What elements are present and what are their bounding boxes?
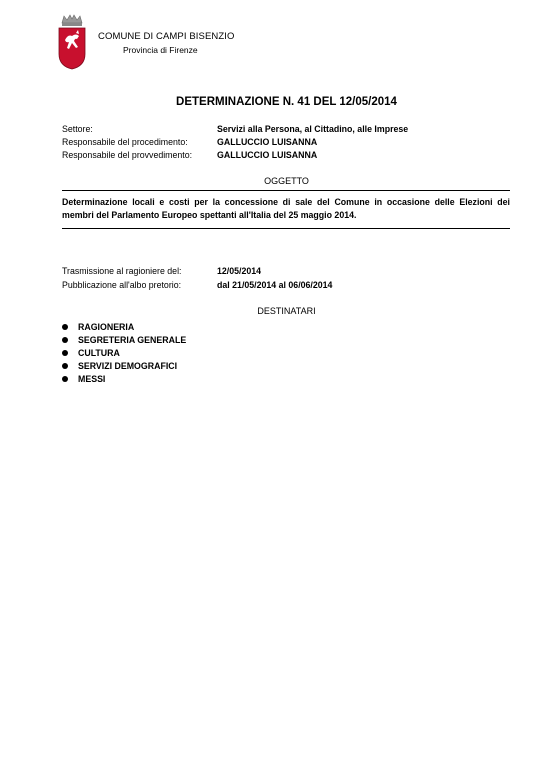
bullet-icon bbox=[62, 337, 68, 343]
bullet-icon bbox=[62, 376, 68, 382]
resp-procedimento-label: Responsabile del procedimento: bbox=[62, 137, 188, 147]
destinatario-label: MESSI bbox=[78, 374, 106, 384]
oggetto-text: Determinazione locali e costi per la concessione di sale del Comune in occasione delle Elezioni dei membri del Parlamento Europeo spettanti all'Italia del 25 maggio 2014. bbox=[62, 197, 510, 220]
pubblicazione-value: dal 21/05/2014 al 06/06/2014 bbox=[217, 280, 333, 290]
settore-label: Settore: bbox=[62, 124, 93, 134]
resp-provvedimento-label: Responsabile del provvedimento: bbox=[62, 150, 193, 160]
destinatario-label: RAGIONERIA bbox=[78, 322, 135, 332]
pubblicazione-label: Pubblicazione all'albo pretorio: bbox=[62, 280, 182, 290]
bullet-icon bbox=[62, 324, 68, 330]
provincia-name: Provincia di Firenze bbox=[123, 45, 198, 55]
trasmissione-label: Trasmissione al ragioniere del: bbox=[62, 266, 182, 276]
comune-name: COMUNE DI CAMPI BISENZIO bbox=[98, 31, 235, 42]
destinatari-heading: DESTINATARI bbox=[257, 306, 316, 316]
resp-provvedimento-value: GALLUCCIO LUISANNA bbox=[217, 150, 318, 160]
settore-value: Servizi alla Persona, al Cittadino, alle Imprese bbox=[217, 124, 409, 134]
oggetto-bottom-divider bbox=[62, 228, 510, 229]
bullet-icon bbox=[62, 363, 68, 369]
bullet-icon bbox=[62, 350, 68, 356]
oggetto-top-divider bbox=[62, 190, 510, 191]
destinatario-label: SERVIZI DEMOGRAFICI bbox=[78, 361, 178, 371]
document-title: DETERMINAZIONE N. 41 DEL 12/05/2014 bbox=[176, 96, 397, 108]
destinatario-label: SEGRETERIA GENERALE bbox=[78, 335, 187, 345]
trasmissione-value: 12/05/2014 bbox=[217, 266, 262, 276]
oggetto-heading: OGGETTO bbox=[264, 176, 309, 186]
destinatario-label: CULTURA bbox=[78, 348, 120, 358]
municipal-crest-logo bbox=[57, 14, 87, 70]
resp-procedimento-value: GALLUCCIO LUISANNA bbox=[217, 137, 318, 147]
